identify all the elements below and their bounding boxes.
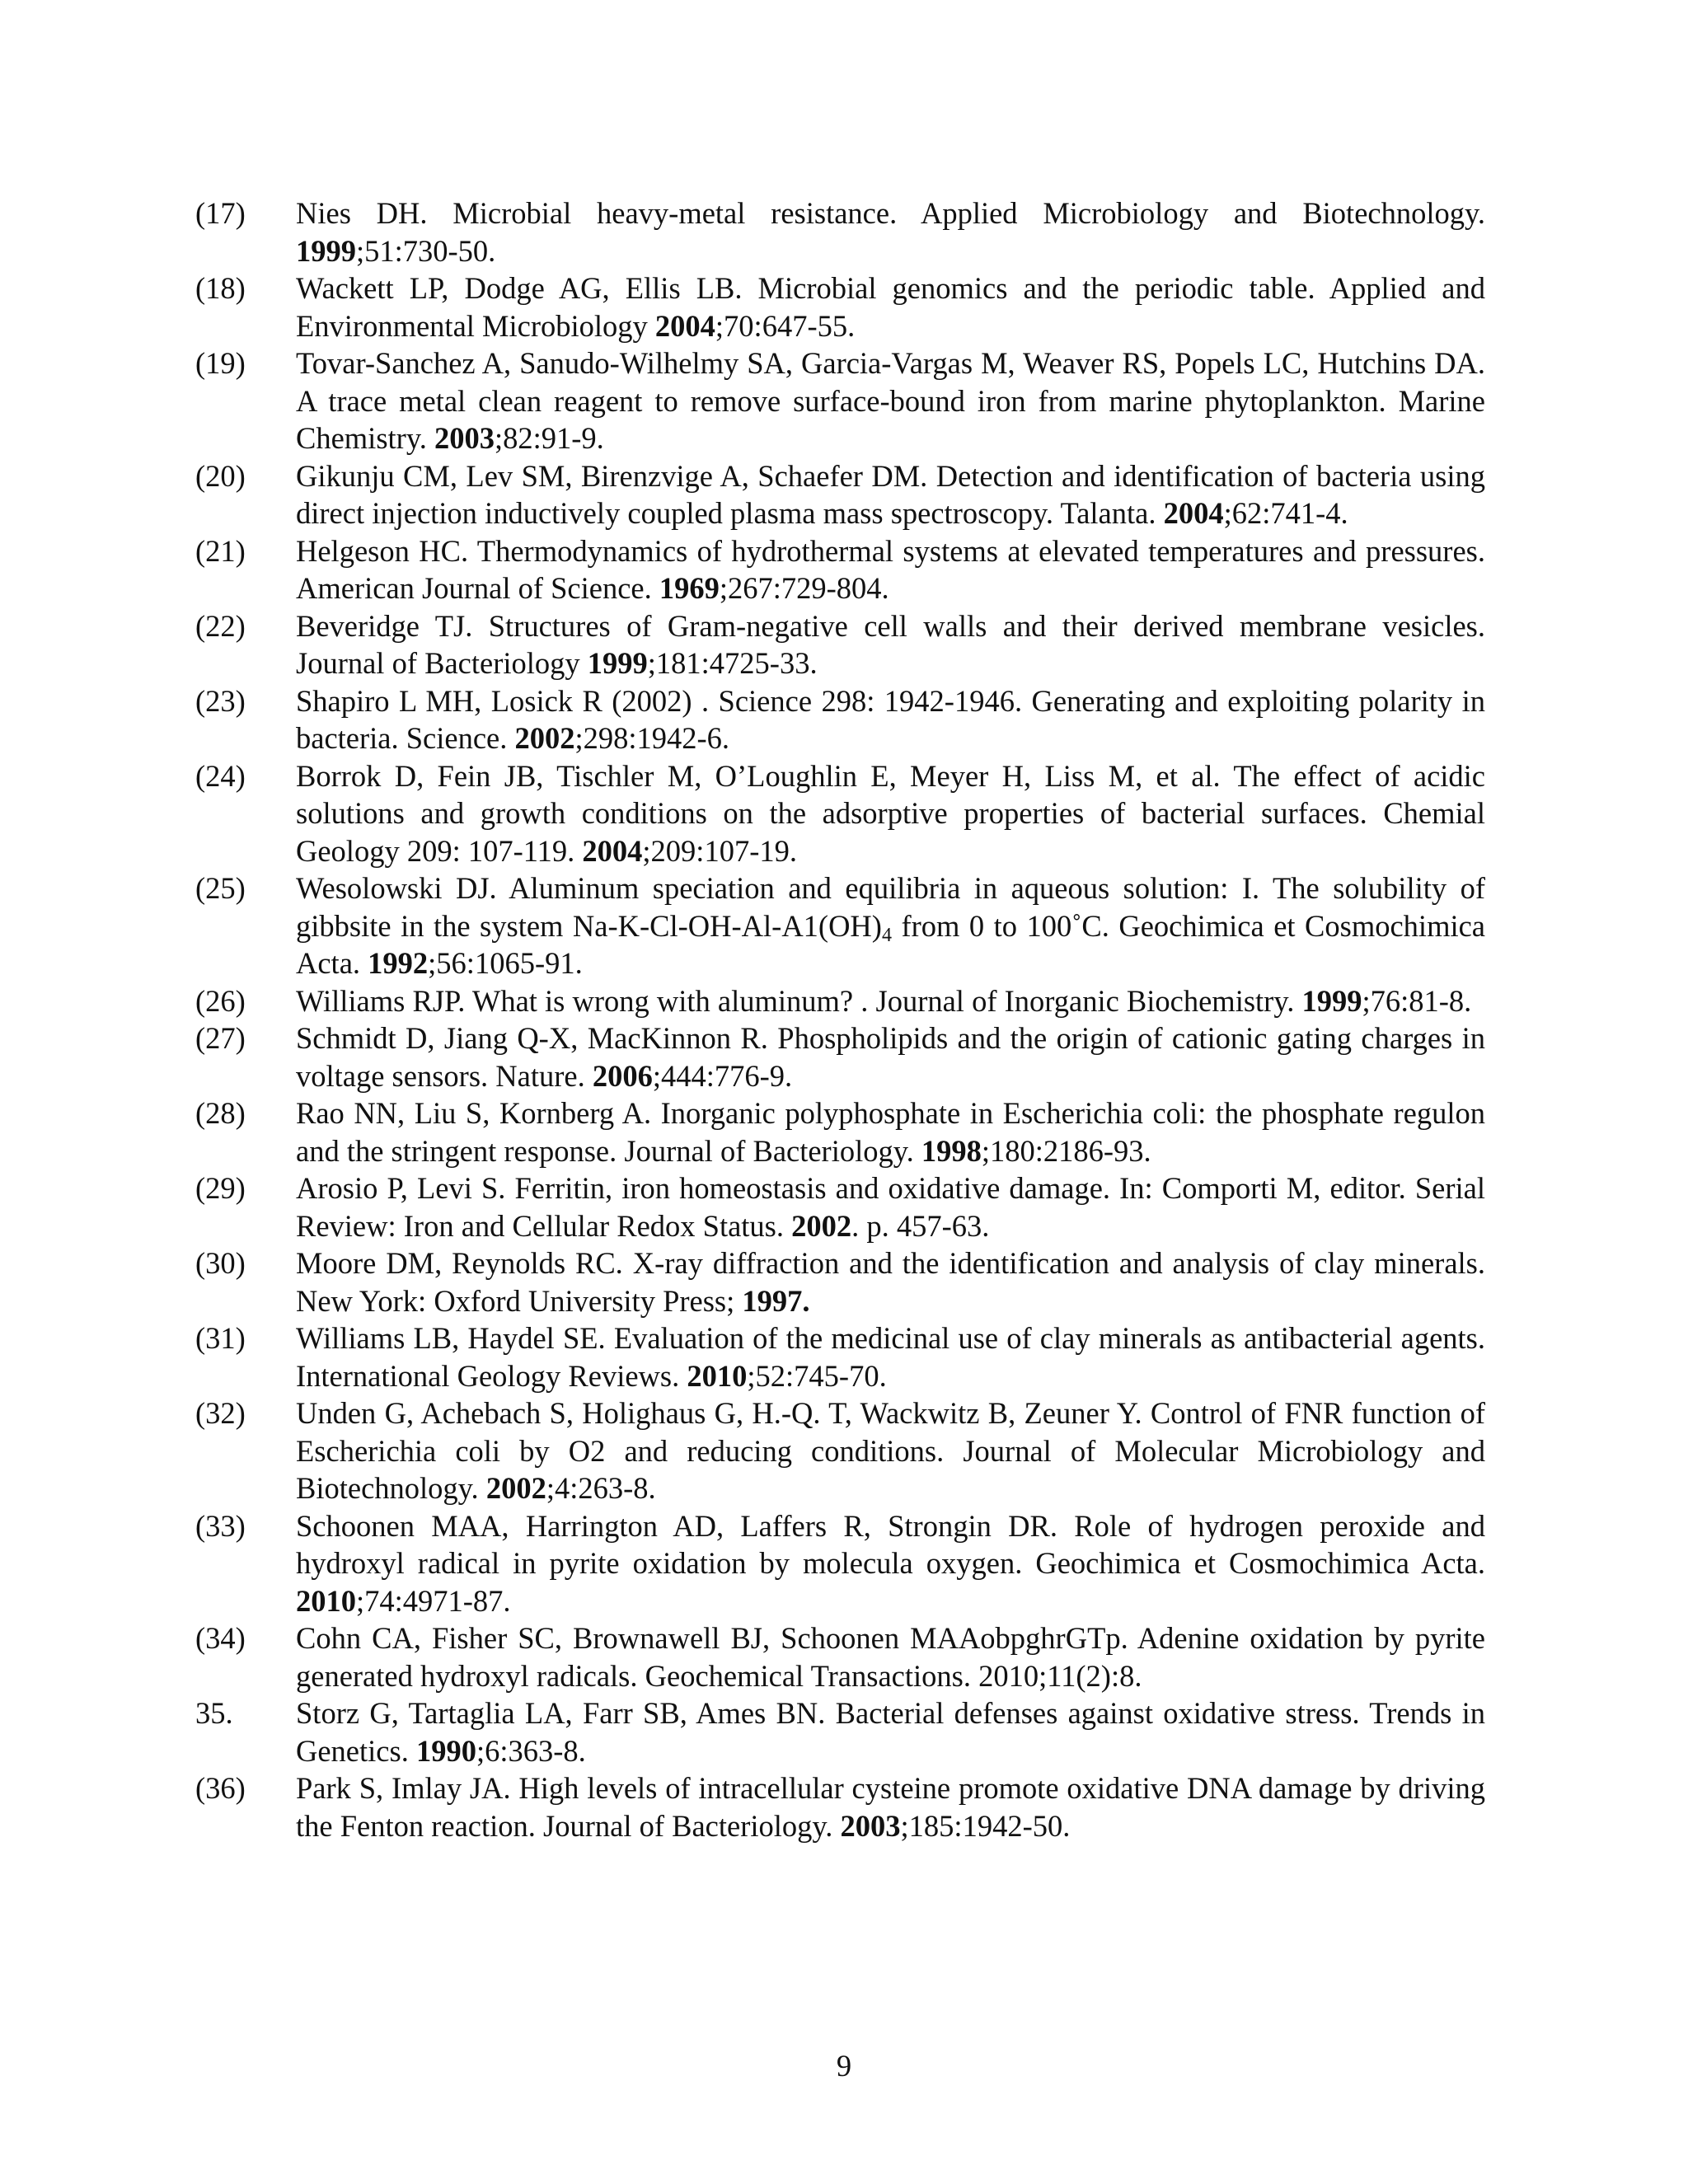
reference-year: 2002 bbox=[514, 721, 575, 755]
reference-text: Gikunju CM, Lev SM, Birenzvige A, Schaefer DM. Detection and identification of bacteria using direct injection inductively coupled plasma mass spectroscopy. Talanta. 2004;62:741-4. bbox=[296, 458, 1485, 530]
reference-item bbox=[195, 269, 1485, 344]
reference-year: 1999 bbox=[1301, 983, 1362, 1018]
reference-item bbox=[195, 457, 1485, 532]
reference-number: (32) bbox=[195, 1396, 246, 1430]
reference-item bbox=[195, 1019, 1485, 1094]
reference-year: 2004 bbox=[1163, 496, 1224, 530]
reference-number: (23) bbox=[195, 683, 246, 718]
reference-year: 2010 bbox=[296, 1583, 356, 1618]
reference-text: Rao NN, Liu S, Kornberg A. Inorganic polyphosphate in Escherichia coli: the phosphate regulon and the stringent response. Journal of Bacteriology. 1998;180:2186-93. bbox=[296, 1096, 1485, 1168]
reference-year: 2003 bbox=[434, 421, 495, 455]
reference-item bbox=[195, 682, 1485, 757]
reference-number: (20) bbox=[195, 458, 246, 493]
reference-list bbox=[195, 194, 1485, 1844]
reference-number: 35. bbox=[195, 1696, 233, 1730]
reference-number: (22) bbox=[195, 608, 246, 643]
reference-item bbox=[195, 1319, 1485, 1394]
reference-year: 2004 bbox=[654, 308, 715, 343]
reference-number: (19) bbox=[195, 346, 246, 380]
reference-year: 2002 bbox=[485, 1471, 546, 1505]
reference-text: Storz G, Tartaglia LA, Farr SB, Ames BN. Bacterial defenses against oxidative stress. Trends in Genetics. 1990;6:363-8. bbox=[296, 1696, 1485, 1768]
reference-text: Tovar-Sanchez A, Sanudo-Wilhelmy SA, Garcia-Vargas M, Weaver RS, Popels LC, Hutchins DA. A trace metal clean reagent to remove surface-bound iron from marine phytoplankton. Marine Chemistry. 2003;82:91-9. bbox=[296, 346, 1485, 455]
reference-year: 1992 bbox=[368, 946, 429, 980]
chemical-subscript: 4 bbox=[881, 924, 892, 946]
reference-year: 2006 bbox=[592, 1058, 653, 1093]
reference-text: Shapiro L MH, Losick R (2002) . Science 298: 1942-1946. Generating and exploiting polarity in bacteria. Science. 2002;298:1942-6. bbox=[296, 683, 1485, 755]
reference-text: Wackett LP, Dodge AG, Ellis LB. Microbial genomics and the periodic table. Applied and Environmental Microbiology 2004;70:647-55. bbox=[296, 271, 1485, 343]
reference-number: (24) bbox=[195, 758, 246, 793]
reference-item bbox=[195, 607, 1485, 682]
reference-item bbox=[195, 194, 1485, 269]
reference-year: 1999 bbox=[587, 646, 648, 680]
reference-number: (21) bbox=[195, 533, 246, 568]
reference-year: 2002 bbox=[791, 1208, 852, 1243]
reference-text: Borrok D, Fein JB, Tischler M, O’Loughlin E, Meyer H, Liss M, et al. The effect of acidic solutions and growth conditions on the adsorptive properties of bacterial surfaces. Chemial Geology 209: 107-119. 2004;209:107-19. bbox=[296, 758, 1485, 868]
reference-number: (27) bbox=[195, 1021, 246, 1055]
reference-number: (17) bbox=[195, 196, 246, 230]
reference-year: 1997. bbox=[742, 1283, 810, 1318]
reference-item bbox=[195, 1507, 1485, 1620]
reference-year: 1969 bbox=[659, 571, 720, 605]
reference-item bbox=[195, 1694, 1485, 1769]
reference-item bbox=[195, 982, 1485, 1020]
reference-number: (25) bbox=[195, 871, 246, 905]
reference-text: Cohn CA, Fisher SC, Brownawell BJ, Schoonen MAAobpghrGTp. Adenine oxidation by pyrite generated hydroxyl radicals. Geochemical Transactions. 2010;11(2):8. bbox=[296, 1621, 1485, 1693]
reference-number: (33) bbox=[195, 1508, 246, 1543]
reference-text: Beveridge TJ. Structures of Gram-negative cell walls and their derived membrane vesicles. Journal of Bacteriology 1999;181:4725-33. bbox=[296, 608, 1485, 680]
reference-number: (18) bbox=[195, 271, 246, 305]
reference-text: Arosio P, Levi S. Ferritin, iron homeostasis and oxidative damage. In: Comporti M, editor. Serial Review: Iron and Cellular Redox Status. 2002. p. 457-63. bbox=[296, 1171, 1485, 1243]
reference-year: 1998 bbox=[921, 1133, 982, 1168]
reference-text: Schmidt D, Jiang Q-X, MacKinnon R. Phospholipids and the origin of cationic gating charges in voltage sensors. Nature. 2006;444:776-9. bbox=[296, 1021, 1485, 1093]
reference-number: (34) bbox=[195, 1621, 246, 1655]
reference-year: 2003 bbox=[840, 1808, 901, 1843]
reference-year: 1990 bbox=[415, 1733, 476, 1768]
reference-text: Williams LB, Haydel SE. Evaluation of the medicinal use of clay minerals as antibacterial agents. International Geology Reviews. 2010;52:745-70. bbox=[296, 1321, 1485, 1393]
reference-number: (30) bbox=[195, 1246, 246, 1280]
reference-number: (26) bbox=[195, 983, 246, 1018]
page-number: 9 bbox=[836, 2049, 852, 2083]
reference-text: Wesolowski DJ. Aluminum speciation and equilibria in aqueous solution: I. The solubility of gibbsite in the system $Na-K-Cl-OH-Al-A1(OH)_4$ from 0 to 100˚C. Geochimica et Cosmochimica Acta. 1992;56:1065-91. bbox=[296, 871, 1485, 980]
reference-item bbox=[195, 1244, 1485, 1319]
reference-number: (31) bbox=[195, 1321, 246, 1355]
reference-item bbox=[195, 344, 1485, 457]
reference-text: Schoonen MAA, Harrington AD, Laffers R, Strongin DR. Role of hydrogen peroxide and hydroxyl radical in pyrite oxidation by molecula oxygen. Geochimica et Cosmochimica Acta. 2010;74:4971-87. bbox=[296, 1508, 1485, 1618]
reference-item bbox=[195, 1169, 1485, 1244]
reference-number: (28) bbox=[195, 1096, 246, 1130]
reference-item bbox=[195, 869, 1485, 982]
reference-text: Helgeson HC. Thermodynamics of hydrothermal systems at elevated temperatures and pressures. American Journal of Science. 1969;267:729-804. bbox=[296, 533, 1485, 605]
reference-number: (36) bbox=[195, 1771, 246, 1805]
reference-item bbox=[195, 1394, 1485, 1507]
reference-text: Nies DH. Microbial heavy-metal resistance. Applied Microbiology and Biotechnology. 1999;51:730-50. bbox=[296, 196, 1485, 268]
reference-year: 2004 bbox=[582, 833, 643, 868]
reference-item bbox=[195, 532, 1485, 607]
reference-item bbox=[195, 1619, 1485, 1694]
reference-text: Moore DM, Reynolds RC. X-ray diffraction and the identification and analysis of clay minerals. New York: Oxford University Press; 1997. bbox=[296, 1246, 1485, 1318]
reference-item bbox=[195, 1094, 1485, 1169]
reference-year: 2010 bbox=[687, 1358, 748, 1393]
reference-text: Williams RJP. What is wrong with aluminum? . Journal of Inorganic Biochemistry. 1999;76:81-8. bbox=[296, 983, 1472, 1018]
reference-number: (29) bbox=[195, 1171, 246, 1205]
reference-text: Unden G, Achebach S, Holighaus G, H.-Q. T, Wackwitz B, Zeuner Y. Control of FNR function of Escherichia coli by O2 and reducing conditions. Journal of Molecular Microbiology and Biotechnology. 2002;4:263-8. bbox=[296, 1396, 1485, 1505]
reference-item bbox=[195, 1769, 1485, 1844]
reference-item bbox=[195, 757, 1485, 870]
reference-text: Park S, Imlay JA. High levels of intracellular cysteine promote oxidative DNA damage by driving the Fenton reaction. Journal of Bacteriology. 2003;185:1942-50. bbox=[296, 1771, 1485, 1843]
reference-year: 1999 bbox=[296, 233, 356, 268]
